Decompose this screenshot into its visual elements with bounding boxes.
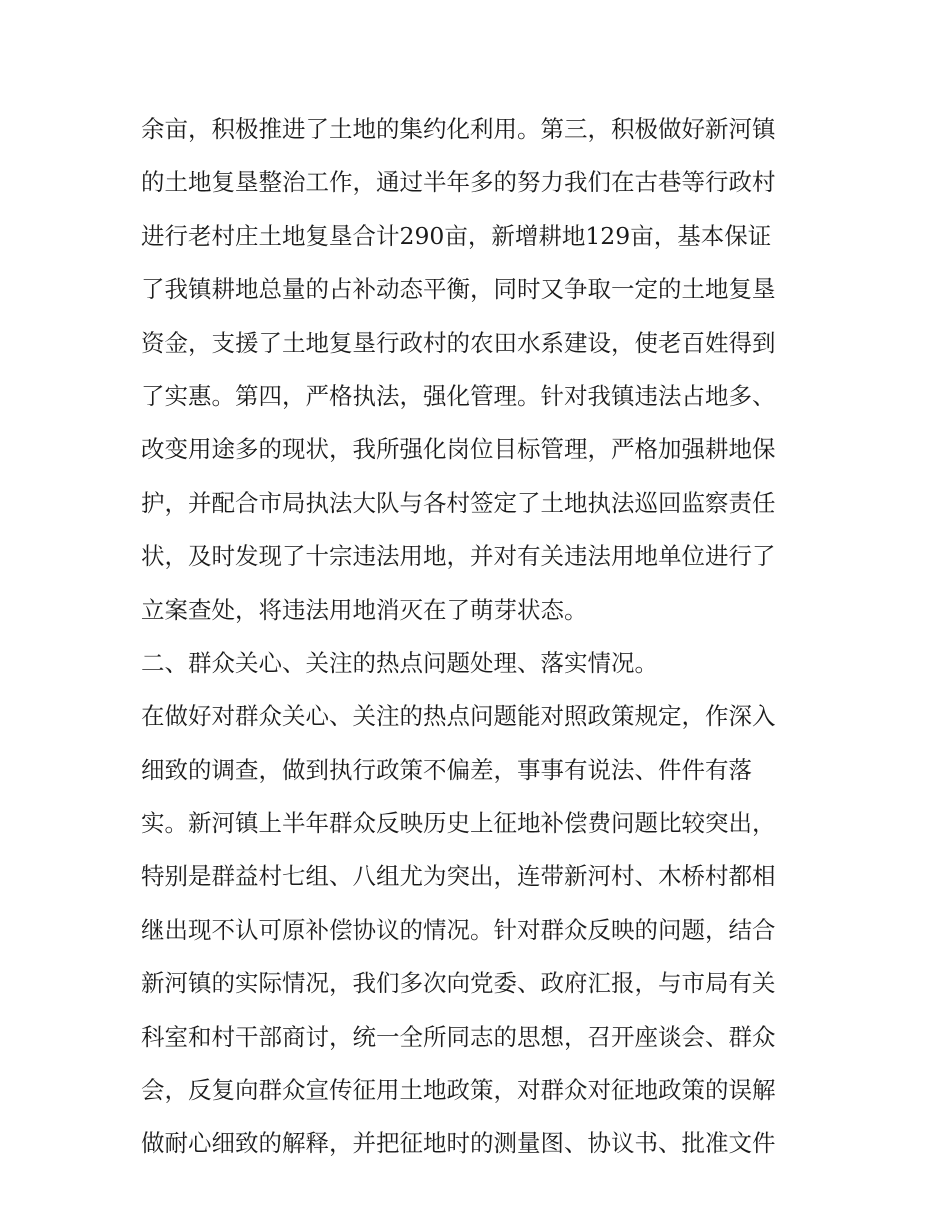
text-line: 实。新河镇上半年群众反映历史上征地补偿费问题比较突出， [141,809,776,838]
text-line: 特别是群益村七组、八组尤为突出，连带新河村、木桥村都相 [141,862,776,891]
text-line: 状，及时发现了十宗违法用地，并对有关违法用地单位进行了 [141,542,776,571]
text-line: 资金，支援了土地复垦行政村的农田水系建设，使老百姓得到 [141,328,776,357]
text-line: 立案查处，将违法用地消灭在了萌芽状态。 [141,595,588,624]
text-line: 科室和村干部商讨，统一全所同志的思想，召开座谈会、群众 [141,1022,776,1051]
text-line: 继出现不认可原补偿协议的情况。针对群众反映的问题，结合 [141,915,776,944]
text-line: 改变用途多的现状，我所强化岗位目标管理，严格加强耕地保 [141,435,776,464]
text-line: 余亩，积极推进了土地的集约化利用。第三，积极做好新河镇 [141,115,776,143]
document-body [141,103,821,1171]
text-line: 了实惠。第四，严格执法，强化管理。针对我镇违法占地多、 [141,381,776,410]
text-line: 做耐心细致的解释，并把征地时的测量图、协议书、批准文件 [141,1129,776,1158]
section-heading: 二、群众关心、关注的热点问题处理、落实情况。 [141,648,658,677]
text-line: 护，并配合市局执法大队与各村签定了土地执法巡回监察责任 [141,488,776,517]
text-line: 进行老村庄土地复垦合计290亩，新增耕地129亩，基本保证 [141,221,772,250]
text-line: 了我镇耕地总量的占补动态平衡，同时又争取一定的土地复垦 [141,275,776,304]
text-line: 在做好对群众关心、关注的热点问题能对照政策规定，作深入 [141,702,776,731]
text-line: 会，反复向群众宣传征用土地政策，对群众对征地政策的误解 [141,1076,776,1105]
text-line: 的土地复垦整治工作，通过半年多的努力我们在古巷等行政村 [141,168,776,197]
text-line: 细致的调查，做到执行政策不偏差，事事有说法、件件有落 [141,755,752,784]
text-line: 新河镇的实际情况，我们多次向党委、政府汇报，与市局有关 [141,969,776,998]
